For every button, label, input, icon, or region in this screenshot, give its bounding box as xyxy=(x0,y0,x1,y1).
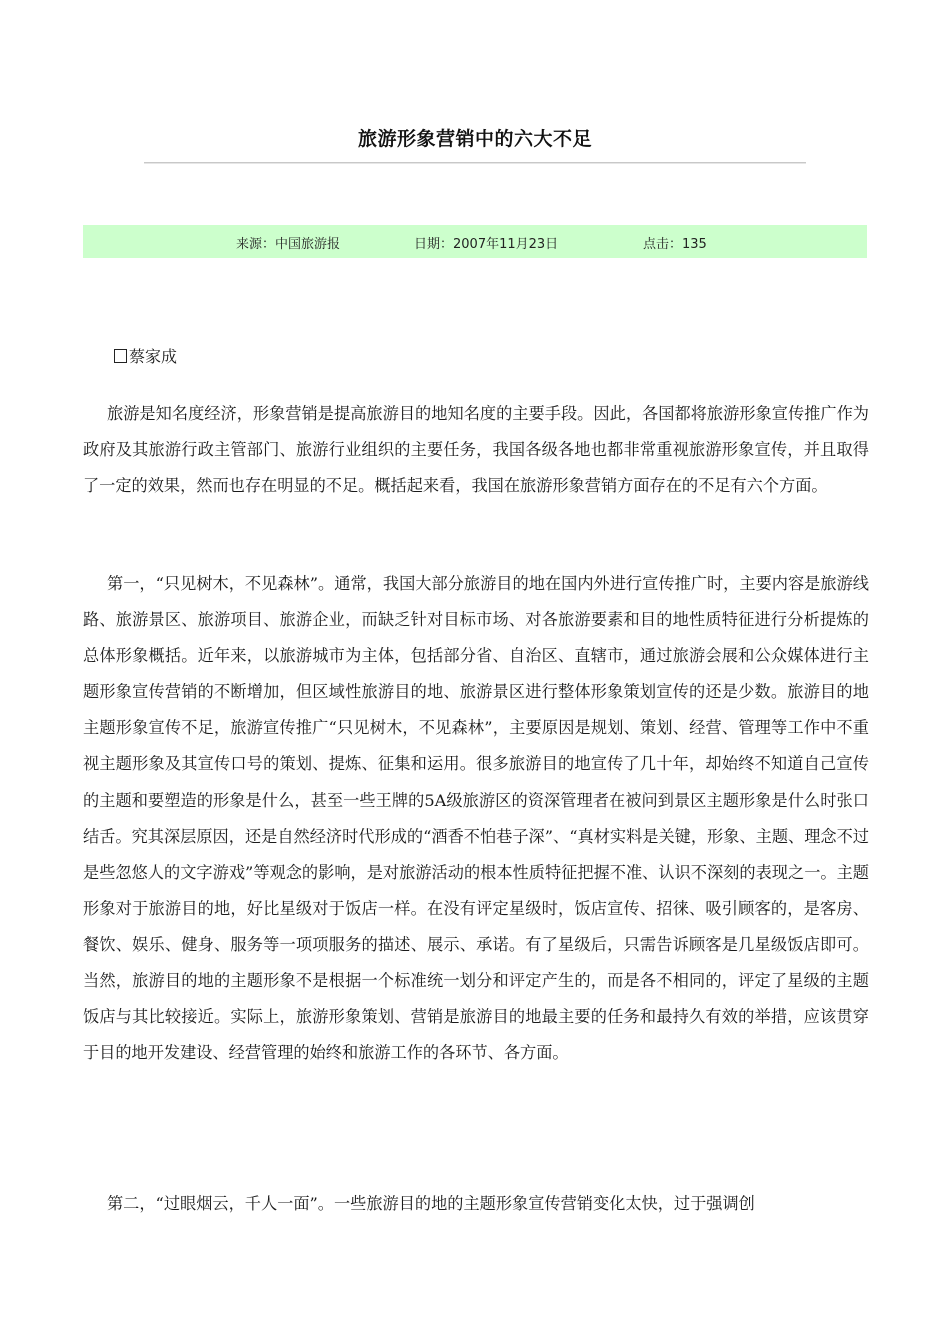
article-title: 旅游形象营销中的六大不足 xyxy=(357,128,592,150)
paragraph-intro: 旅游是知名度经济，形象营销是提高旅游目的地知名度的主要手段。因此，各国都将旅游形象宣传推广作为政府及其旅游行政主管部门、旅游行业组织的主要任务，我国各级各地也都非常重视旅游形象宣传，并且取得了一定的效果，然而也存在明显的不足。概括起来看，我国在旅游形象营销方面存在的不足有六个方面。 xyxy=(83,404,869,496)
meta-source: 来源：中国旅游报 xyxy=(236,237,341,252)
title-divider xyxy=(144,162,806,164)
author-line xyxy=(114,344,177,367)
meta-date: 日期：2007年11月23日 xyxy=(414,237,559,252)
author-name: 蔡家成 xyxy=(129,347,178,366)
meta-clicks: 点击：135 xyxy=(643,237,707,252)
paragraph-second-point: 第二，“过眼烟云，千人一面”。一些旅游目的地的主题形象宣传营销变化太快，过于强调创 xyxy=(107,1194,755,1213)
square-box-icon xyxy=(114,349,127,363)
article-meta-bar xyxy=(83,225,867,258)
paragraph-first-point: 第一，“只见树木，不见森林”。通常，我国大部分旅游目的地在国内外进行宣传推广时，主要内容是旅游线路、旅游景区、旅游项目、旅游企业，而缺乏针对目标市场、对各旅游要素和目的地性质特征进行分析提炼的总体形象概括。近年来，以旅游城市为主体，包括部分省、自治区、直辖市，通过旅游会展和公众媒体进行主题形象宣传营销的不断增加，但区域性旅游目的地、旅游景区进行整体形象策划宣传的还是少数。旅游目的地主题形象宣传不足，旅游宣传推广“只见树木，不见森林”，主要原因是规划、策划、经营、管理等工作中不重视主题形象及其宣传口号的策划、提炼、征集和运用。很多旅游目的地宣传了几十年，却始终不知道自己宣传的主题和要塑造的形象是什么，甚至一些王牌的5A级旅游区的资深管理者在被问到景区主题形象是什么时张口结舌。究其深层原因，还是自然经济时代形成的“酒香不怕巷子深”、“真材实料是关键，形象、主题、理念不过是些忽悠人的文字游戏”等观念的影响，是对旅游活动的根本性质特征把握不准、认识不深刻的表现之一。主题形象对于旅游目的地，好比星级对于饭店一样。在没有评定星级时，饭店宣传、招徕、吸引顾客的，是客房、餐饮、娱乐、健身、服务等一项项服务的描述、展示、承诺。有了星级后，只需告诉顾客是几星级饭店即可。当然，旅游目的地的主题形象不是根据一个标准统一划分和评定产生的，而是各不相同的，评定了星级的主题饭店与其比较接近。实际上，旅游形象策划、营销是旅游目的地最主要的任务和最持久有效的举措，应该贯穿于目的地开发建设、经营管理的始终和旅游工作的各环节、各方面。 xyxy=(83,574,869,1063)
